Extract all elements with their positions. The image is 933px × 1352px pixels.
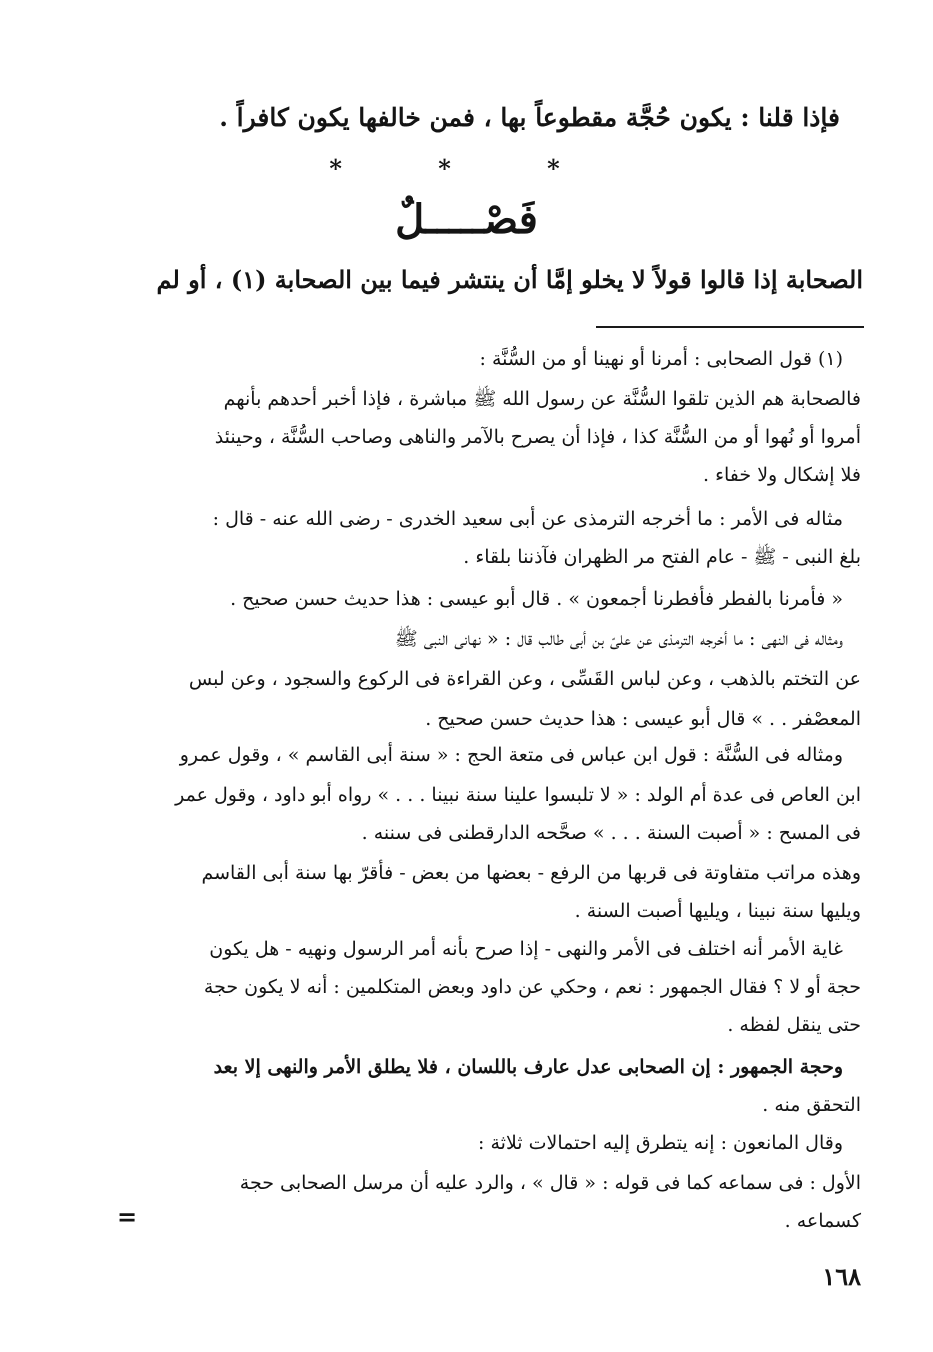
footnote-line: وهذه مراتب متفاوتة فى قربها من الرفع - بعضها من بعض - فأقرّ بها سنة أبى القاسم <box>201 862 861 884</box>
footnote-line: فلا إشكال ولا خفاء . <box>703 464 861 486</box>
footnote-line: مثاله فى الأمر : ما أخرجه الترمذى عن أبى سعيد الخدرى - رضى الله عنه - قال : <box>212 508 843 530</box>
footnote-line: وقال المانعون : إنه يتطرق إليه احتمالات ثلاثة : <box>478 1132 843 1154</box>
footnote-line: « فأمرنا بالفطر فأفطرنا أجمعون » . قال أبو عيسى : هذا حديث حسن صحيح . <box>230 588 843 610</box>
main-text-line-1: فإذا قلنا : يكون حُجَّة مقطوعاً بها ، فمن خالفها يكون كافراً . <box>219 103 840 132</box>
footnote-line: حتى ينقل لفظه . <box>727 1014 861 1036</box>
footnote-line: عن التختم بالذهب ، وعن لباس القَسِّى ، وعن القراءة فى الركوع والسجود ، وعن لبس <box>188 668 861 690</box>
footnote-line: فالصحابة هم الذين تلقوا السُّنَّة عن رسول الله ﷺ مباشرة ، فإذا أخبر أحدهم بأنهم <box>223 388 861 410</box>
footnote-line: حجة أو لا ؟ فقال الجمهور : نعم ، وحكي عن داود وبعض المتكلمين : أنه لا يكون حجة <box>203 976 861 998</box>
footnote-line: كسماعه . <box>784 1210 861 1232</box>
footnote-line: ابن العاص فى عدة أم الولد : « لا تلبسوا علينا سنة نبينا . . . » رواه أبو داود ، وقول عمر <box>175 784 861 806</box>
footnote-line: ويليها سنة نبينا ، ويليها أصبت السنة . <box>574 900 861 922</box>
section-title: فَصْـــــلٌ <box>395 196 538 243</box>
footnote-line: ومثاله فى السُّنَّة : قول ابن عباس فى متعة الحج : « سنة أبى القاسم » ، وقول عمرو <box>179 744 843 766</box>
footnote-line: (١) قول الصحابى : أمرنا أو نهينا أو من السُّنَّة : <box>479 348 843 370</box>
page-number: ١٦٨ <box>822 1262 861 1291</box>
main-text-line-2: الصحابة إذا قالوا قولاً لا يخلو إمَّا أن ينتشر فيما بين الصحابة (١) ، أو لم <box>156 265 863 294</box>
footnote-line: وحجة الجمهور : إن الصحابى عدل عارف باللسان ، فلا يطلق الأمر والنهى إلا بعد <box>213 1056 843 1078</box>
continuation-mark: = <box>117 1202 138 1231</box>
footnote-line: أمروا أو نُهوا أو من السُّنَّة كذا ، فإذا أن يصرح بالآمر والناهى وصاحب السُّنَّة ، وحينئذ <box>214 426 861 448</box>
footnote-line: ومثاله فى النهى : ما أخرجه الترمذى عن علىّ بن أبى طالب قال : « نهانى النبى ﷺ <box>394 628 843 650</box>
section-separator-stars: * * * <box>329 154 604 183</box>
footnote-line: التحقق منه . <box>762 1094 861 1116</box>
footnote-line: فى المسح : « أصبت السنة . . . » صحَّحه الدارقطنى فى سننه . <box>361 822 861 844</box>
footnote-divider <box>596 326 864 328</box>
footnote-line: الأول : فى سماعه كما فى قوله : « قال » ، والرد عليه أن مرسل الصحابى حجة <box>239 1172 861 1194</box>
footnote-line: غاية الأمر أنه اختلف فى الأمر والنهى - إذا صرح بأنه أمر الرسول ونهيه - هل يكون <box>209 938 843 960</box>
footnote-line: المعصْفر . . » قال أبو عيسى : هذا حديث حسن صحيح . <box>425 708 861 730</box>
footnote-line: بلغ النبى - ﷺ - عام الفتح مر الظهران فآذننا بلقاء . <box>463 546 861 568</box>
